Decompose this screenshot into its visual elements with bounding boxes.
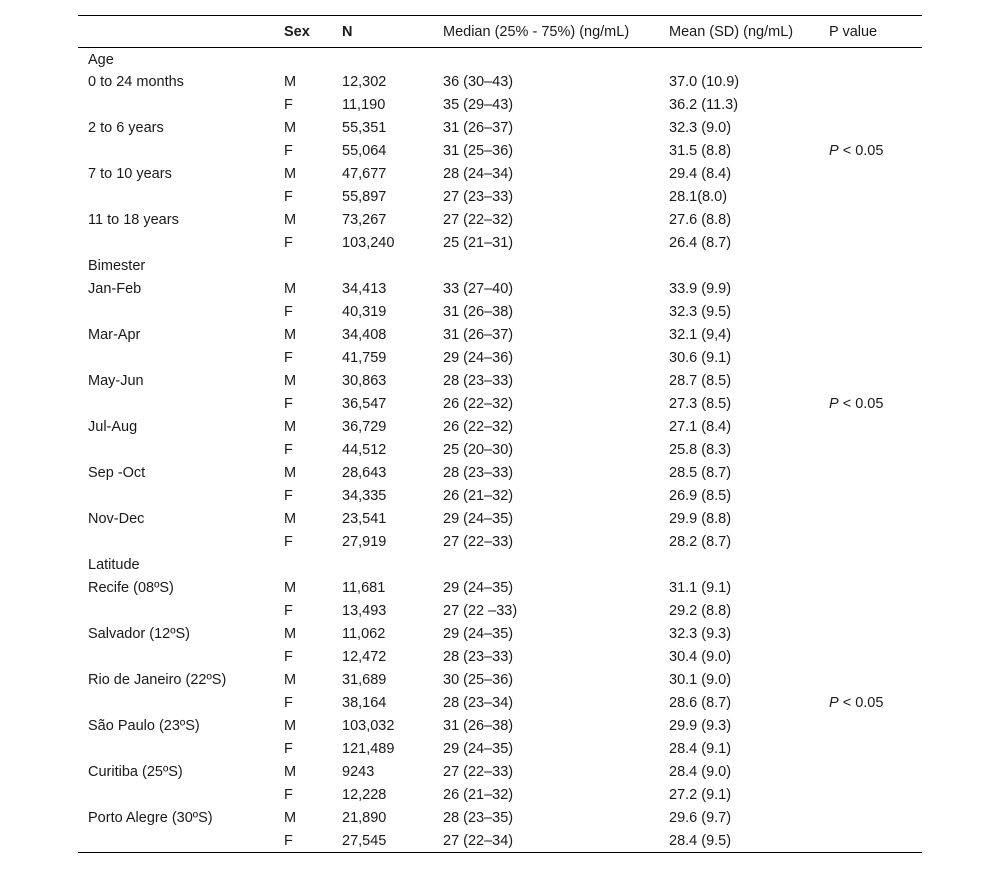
row-mean: 30.1 (9.0) bbox=[669, 672, 732, 688]
empty-cell bbox=[829, 738, 922, 761]
row-n: 9243 bbox=[342, 764, 375, 780]
row-sex: M bbox=[284, 120, 297, 136]
row-n: 34,413 bbox=[342, 281, 387, 297]
empty-cell bbox=[829, 255, 922, 278]
empty-cell bbox=[829, 462, 922, 485]
row-sex: M bbox=[284, 718, 297, 734]
p-value-symbol: P bbox=[829, 695, 839, 711]
row-n: 11,190 bbox=[342, 97, 386, 113]
table-row bbox=[78, 623, 922, 646]
row-label bbox=[78, 485, 284, 508]
row-n: 23,541 bbox=[342, 511, 387, 527]
p-value-threshold: < 0.05 bbox=[838, 396, 884, 412]
row-sex: F bbox=[284, 97, 293, 113]
table-row bbox=[78, 646, 922, 669]
p-value-cell bbox=[829, 692, 922, 715]
group-header-row bbox=[78, 48, 922, 71]
table-row bbox=[78, 163, 922, 186]
row-n: 31,689 bbox=[342, 672, 387, 688]
empty-cell bbox=[829, 600, 922, 623]
row-n: 103,240 bbox=[342, 235, 395, 251]
table-row bbox=[78, 692, 922, 715]
header-mean: Mean (SD) (ng/mL) bbox=[669, 23, 794, 40]
row-label: Mar-Apr bbox=[88, 327, 141, 343]
empty-cell bbox=[829, 761, 922, 784]
row-median: 31 (26–38) bbox=[443, 304, 514, 320]
row-mean: 27.2 (9.1) bbox=[669, 787, 732, 803]
row-median: 28 (23–35) bbox=[443, 810, 514, 826]
row-n: 27,919 bbox=[342, 534, 387, 550]
row-label: São Paulo (23ºS) bbox=[88, 718, 200, 734]
empty-cell bbox=[829, 715, 922, 738]
row-label bbox=[78, 784, 284, 807]
row-sex: M bbox=[284, 166, 297, 182]
row-sex: M bbox=[284, 580, 297, 596]
row-label bbox=[78, 140, 284, 163]
empty-cell bbox=[829, 186, 922, 209]
header-median: Median (25% - 75%) (ng/mL) bbox=[443, 23, 630, 40]
row-sex: F bbox=[284, 787, 293, 803]
empty-cell bbox=[829, 485, 922, 508]
row-mean: 29.9 (9.3) bbox=[669, 718, 732, 734]
row-sex: M bbox=[284, 672, 297, 688]
empty-cell bbox=[829, 94, 922, 117]
table-row bbox=[78, 830, 922, 853]
table-row bbox=[78, 301, 922, 324]
row-label: Recife (08ºS) bbox=[88, 580, 174, 596]
row-label bbox=[78, 232, 284, 255]
p-value-symbol: P bbox=[829, 143, 839, 159]
row-label bbox=[78, 301, 284, 324]
row-sex: M bbox=[284, 810, 297, 826]
row-sex: F bbox=[284, 832, 293, 849]
row-n: 73,267 bbox=[342, 212, 387, 228]
table-row bbox=[78, 669, 922, 692]
row-mean: 31.5 (8.8) bbox=[669, 143, 732, 159]
row-n: 27,545 bbox=[342, 832, 387, 849]
row-n: 55,351 bbox=[342, 120, 387, 136]
table-row bbox=[78, 324, 922, 347]
row-sex: F bbox=[284, 603, 293, 619]
row-mean: 25.8 (8.3) bbox=[669, 442, 732, 458]
p-value-symbol: P bbox=[829, 396, 839, 412]
table-row bbox=[78, 94, 922, 117]
row-label: Nov-Dec bbox=[88, 511, 145, 527]
row-median: 27 (22–32) bbox=[443, 212, 514, 228]
row-sex: M bbox=[284, 281, 297, 297]
row-label: Jan-Feb bbox=[88, 281, 142, 297]
empty-cell bbox=[829, 830, 922, 853]
table-row bbox=[78, 485, 922, 508]
table-row bbox=[78, 140, 922, 163]
row-mean: 27.1 (8.4) bbox=[669, 419, 732, 435]
row-sex: F bbox=[284, 396, 293, 412]
row-label: Jul-Aug bbox=[88, 419, 138, 435]
row-median: 28 (23–33) bbox=[443, 649, 514, 665]
row-mean: 33.9 (9.9) bbox=[669, 281, 732, 297]
row-sex: F bbox=[284, 350, 293, 366]
row-label: Sep -Oct bbox=[88, 465, 146, 481]
row-mean: 26.9 (8.5) bbox=[669, 488, 732, 504]
row-n: 44,512 bbox=[342, 442, 387, 458]
row-median: 26 (22–32) bbox=[443, 419, 514, 435]
table-row bbox=[78, 508, 922, 531]
row-n: 12,228 bbox=[342, 787, 387, 803]
table-row bbox=[78, 186, 922, 209]
row-n: 103,032 bbox=[342, 718, 395, 734]
row-mean: 29.6 (9.7) bbox=[669, 810, 732, 826]
group-title: Age bbox=[88, 52, 114, 69]
row-sex: M bbox=[284, 212, 297, 228]
row-sex: F bbox=[284, 442, 293, 458]
row-label bbox=[78, 531, 284, 554]
empty-cell bbox=[342, 48, 443, 71]
row-mean: 32.1 (9,4) bbox=[669, 327, 732, 343]
row-sex: F bbox=[284, 143, 293, 159]
row-sex: F bbox=[284, 695, 293, 711]
table-row bbox=[78, 600, 922, 623]
empty-cell bbox=[342, 554, 443, 577]
empty-cell bbox=[829, 232, 922, 255]
row-n: 36,547 bbox=[342, 396, 387, 412]
row-mean: 28.2 (8.7) bbox=[669, 534, 732, 550]
row-mean: 37.0 (10.9) bbox=[669, 74, 740, 90]
empty-cell bbox=[829, 508, 922, 531]
row-label bbox=[78, 347, 284, 370]
empty-cell bbox=[829, 209, 922, 232]
row-mean: 27.6 (8.8) bbox=[669, 212, 732, 228]
empty-cell bbox=[829, 554, 922, 577]
row-sex: F bbox=[284, 741, 293, 757]
p-value bbox=[829, 695, 883, 711]
row-mean: 32.3 (9.0) bbox=[669, 120, 732, 136]
row-n: 11,062 bbox=[342, 626, 386, 642]
row-median: 33 (27–40) bbox=[443, 281, 514, 297]
empty-cell bbox=[829, 784, 922, 807]
row-n: 47,677 bbox=[342, 166, 387, 182]
empty-cell bbox=[669, 554, 829, 577]
row-sex: F bbox=[284, 189, 293, 205]
p-value-threshold: < 0.05 bbox=[838, 143, 884, 159]
table-row bbox=[78, 370, 922, 393]
header-label bbox=[78, 16, 284, 48]
row-median: 29 (24–35) bbox=[443, 511, 514, 527]
row-sex: M bbox=[284, 419, 297, 435]
row-sex: M bbox=[284, 465, 297, 481]
row-label: Rio de Janeiro (22ºS) bbox=[88, 672, 227, 688]
row-median: 27 (22–33) bbox=[443, 764, 514, 780]
row-median: 27 (23–33) bbox=[443, 189, 514, 205]
table-row bbox=[78, 577, 922, 600]
empty-cell bbox=[829, 370, 922, 393]
empty-cell bbox=[669, 48, 829, 71]
table-row bbox=[78, 416, 922, 439]
row-median: 25 (21–31) bbox=[443, 235, 514, 251]
row-label bbox=[78, 830, 284, 853]
table-row bbox=[78, 761, 922, 784]
row-mean: 32.3 (9.5) bbox=[669, 304, 732, 320]
row-median: 26 (21–32) bbox=[443, 488, 514, 504]
row-median: 27 (22–34) bbox=[443, 832, 514, 849]
row-n: 12,472 bbox=[342, 649, 387, 665]
row-n: 11,681 bbox=[342, 580, 386, 596]
row-median: 31 (25–36) bbox=[443, 143, 514, 159]
row-label bbox=[78, 692, 284, 715]
row-median: 28 (24–34) bbox=[443, 166, 514, 182]
row-mean: 28.6 (8.7) bbox=[669, 695, 732, 711]
empty-cell bbox=[829, 577, 922, 600]
empty-cell bbox=[829, 646, 922, 669]
empty-cell bbox=[829, 669, 922, 692]
table-row bbox=[78, 71, 922, 94]
p-value bbox=[829, 143, 883, 159]
row-median: 28 (23–33) bbox=[443, 373, 514, 389]
p-value-cell bbox=[829, 140, 922, 163]
row-label: May-Jun bbox=[88, 373, 144, 389]
p-value-cell bbox=[829, 393, 922, 416]
row-label bbox=[78, 186, 284, 209]
row-label: 11 to 18 years bbox=[88, 212, 179, 228]
table-row bbox=[78, 209, 922, 232]
empty-cell bbox=[829, 347, 922, 370]
table-row bbox=[78, 715, 922, 738]
empty-cell bbox=[829, 48, 922, 71]
row-label: 2 to 6 years bbox=[88, 120, 164, 136]
row-median: 30 (25–36) bbox=[443, 672, 514, 688]
empty-cell bbox=[342, 255, 443, 278]
row-n: 28,643 bbox=[342, 465, 387, 481]
row-sex: M bbox=[284, 373, 297, 389]
vitamin-d-table bbox=[78, 15, 922, 853]
table-row bbox=[78, 393, 922, 416]
row-sex: M bbox=[284, 764, 297, 780]
empty-cell bbox=[829, 324, 922, 347]
row-mean: 29.4 (8.4) bbox=[669, 166, 732, 182]
row-n: 13,493 bbox=[342, 603, 387, 619]
row-sex: F bbox=[284, 304, 293, 320]
row-sex: F bbox=[284, 488, 293, 504]
empty-cell bbox=[829, 301, 922, 324]
row-median: 25 (20–30) bbox=[443, 442, 514, 458]
row-sex: F bbox=[284, 534, 293, 550]
group-title: Bimester bbox=[88, 258, 146, 274]
row-n: 36,729 bbox=[342, 419, 387, 435]
row-label bbox=[78, 738, 284, 761]
header-sex: Sex bbox=[284, 23, 310, 40]
empty-cell bbox=[829, 163, 922, 186]
empty-cell bbox=[829, 439, 922, 462]
row-mean: 26.4 (8.7) bbox=[669, 235, 732, 251]
empty-cell bbox=[829, 807, 922, 830]
table-row bbox=[78, 117, 922, 140]
row-median: 29 (24–35) bbox=[443, 741, 514, 757]
row-mean: 28.1(8.0) bbox=[669, 189, 728, 205]
row-median: 31 (26–38) bbox=[443, 718, 514, 734]
empty-cell bbox=[284, 255, 342, 278]
row-mean: 32.3 (9.3) bbox=[669, 626, 732, 642]
table-row bbox=[78, 462, 922, 485]
row-n: 12,302 bbox=[342, 74, 387, 90]
row-mean: 31.1 (9.1) bbox=[669, 580, 732, 596]
empty-cell bbox=[443, 255, 669, 278]
row-mean: 28.4 (9.5) bbox=[669, 832, 732, 849]
row-median: 29 (24–35) bbox=[443, 580, 514, 596]
row-median: 31 (26–37) bbox=[443, 327, 514, 343]
header-n: N bbox=[342, 23, 353, 40]
row-label bbox=[78, 600, 284, 623]
empty-cell bbox=[829, 278, 922, 301]
row-mean: 36.2 (11.3) bbox=[669, 97, 739, 113]
data-table-container bbox=[78, 15, 922, 853]
row-label bbox=[78, 439, 284, 462]
row-median: 35 (29–43) bbox=[443, 97, 514, 113]
table-row bbox=[78, 807, 922, 830]
row-n: 40,319 bbox=[342, 304, 387, 320]
row-median: 27 (22 –33) bbox=[443, 603, 518, 619]
table-row bbox=[78, 784, 922, 807]
row-sex: M bbox=[284, 74, 297, 90]
row-n: 38,164 bbox=[342, 695, 387, 711]
row-median: 27 (22–33) bbox=[443, 534, 514, 550]
group-header-row bbox=[78, 255, 922, 278]
row-sex: M bbox=[284, 511, 297, 527]
row-n: 21,890 bbox=[342, 810, 387, 826]
table-row bbox=[78, 347, 922, 370]
group-title: Latitude bbox=[88, 557, 140, 573]
row-label bbox=[78, 393, 284, 416]
table-row bbox=[78, 278, 922, 301]
row-label: Salvador (12ºS) bbox=[88, 626, 191, 642]
row-sex: M bbox=[284, 327, 297, 343]
empty-cell bbox=[829, 623, 922, 646]
empty-cell bbox=[443, 554, 669, 577]
row-mean: 30.4 (9.0) bbox=[669, 649, 732, 665]
p-value-threshold: < 0.05 bbox=[838, 695, 884, 711]
empty-cell bbox=[829, 531, 922, 554]
row-n: 41,759 bbox=[342, 350, 387, 366]
row-median: 29 (24–35) bbox=[443, 626, 514, 642]
p-value bbox=[829, 396, 883, 412]
table-row bbox=[78, 232, 922, 255]
row-mean: 29.9 (8.8) bbox=[669, 511, 732, 527]
row-n: 34,335 bbox=[342, 488, 387, 504]
row-median: 28 (23–33) bbox=[443, 465, 514, 481]
row-n: 121,489 bbox=[342, 741, 395, 757]
row-median: 28 (23–34) bbox=[443, 695, 514, 711]
group-header-row bbox=[78, 554, 922, 577]
row-sex: F bbox=[284, 649, 293, 665]
row-label: 7 to 10 years bbox=[88, 166, 172, 182]
row-n: 55,064 bbox=[342, 143, 387, 159]
row-label: 0 to 24 months bbox=[88, 74, 184, 90]
row-mean: 28.7 (8.5) bbox=[669, 373, 732, 389]
row-sex: F bbox=[284, 235, 293, 251]
table-body bbox=[78, 48, 922, 853]
empty-cell bbox=[829, 416, 922, 439]
empty-cell bbox=[829, 71, 922, 94]
empty-cell bbox=[443, 48, 669, 71]
row-median: 26 (22–32) bbox=[443, 396, 514, 412]
table-row bbox=[78, 738, 922, 761]
empty-cell bbox=[829, 117, 922, 140]
header-p-value: P value bbox=[829, 23, 878, 40]
table-row bbox=[78, 439, 922, 462]
row-mean: 28.4 (9.0) bbox=[669, 764, 732, 780]
row-mean: 28.4 (9.1) bbox=[669, 741, 732, 757]
row-mean: 30.6 (9.1) bbox=[669, 350, 732, 366]
row-label: Curitiba (25ºS) bbox=[88, 764, 183, 780]
row-median: 36 (30–43) bbox=[443, 74, 514, 90]
empty-cell bbox=[669, 255, 829, 278]
header-row bbox=[78, 16, 922, 48]
empty-cell bbox=[284, 48, 342, 71]
row-median: 26 (21–32) bbox=[443, 787, 514, 803]
row-n: 34,408 bbox=[342, 327, 387, 343]
row-n: 30,863 bbox=[342, 373, 387, 389]
empty-cell bbox=[284, 554, 342, 577]
row-n: 55,897 bbox=[342, 189, 387, 205]
row-mean: 27.3 (8.5) bbox=[669, 396, 732, 412]
table-row bbox=[78, 531, 922, 554]
row-mean: 29.2 (8.8) bbox=[669, 603, 732, 619]
row-label bbox=[78, 94, 284, 117]
row-mean: 28.5 (8.7) bbox=[669, 465, 732, 481]
row-label: Porto Alegre (30ºS) bbox=[88, 810, 213, 826]
row-label bbox=[78, 646, 284, 669]
row-median: 29 (24–36) bbox=[443, 350, 514, 366]
row-sex: M bbox=[284, 626, 297, 642]
row-median: 31 (26–37) bbox=[443, 120, 514, 136]
